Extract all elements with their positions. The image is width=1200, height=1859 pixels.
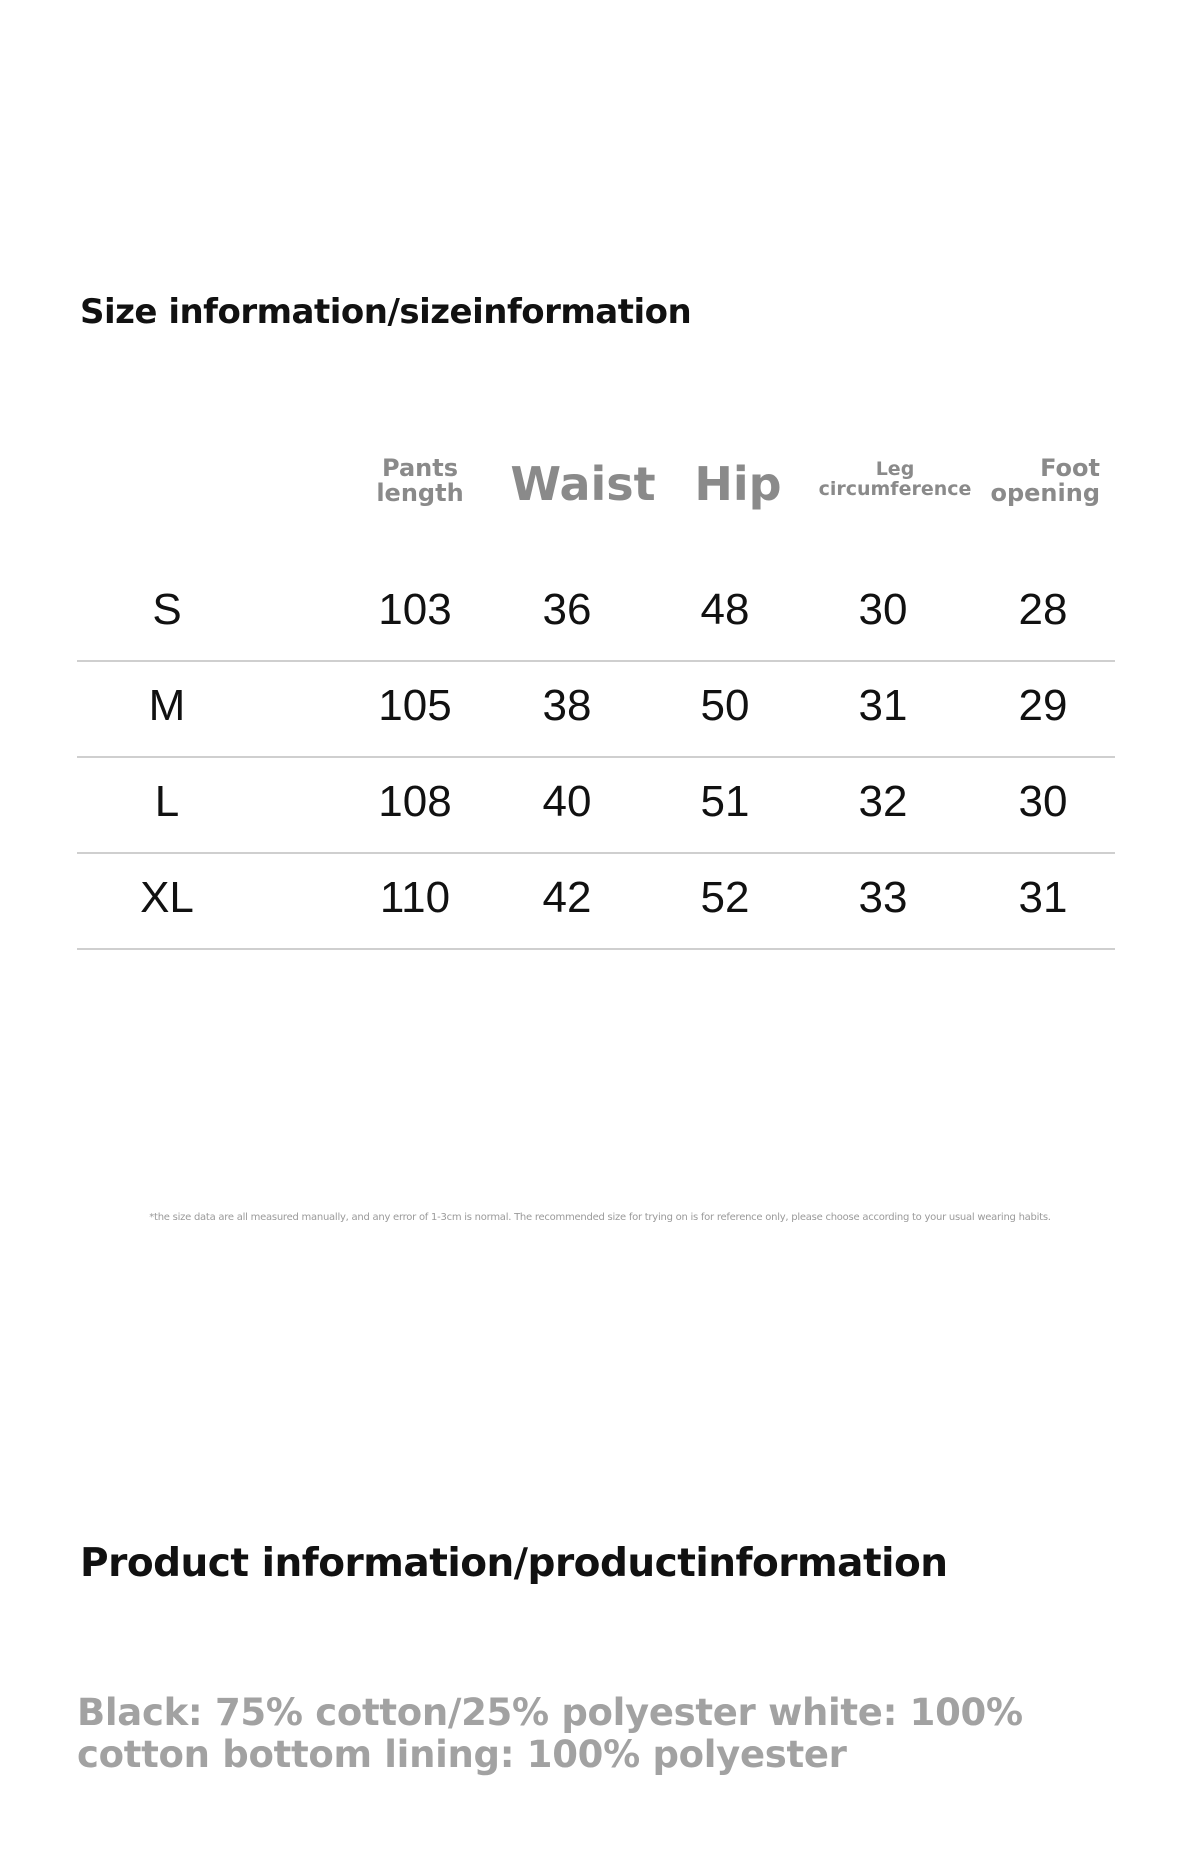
foot-opening-value: 31: [1018, 873, 1068, 922]
size-label: L: [154, 777, 180, 826]
pants-length-value: 103: [378, 585, 452, 634]
pants-length-value: 108: [378, 777, 452, 826]
leg-circumference-value: 30: [858, 585, 908, 634]
hip-value: 51: [700, 777, 750, 826]
pants-length-value: 105: [378, 681, 452, 730]
waist-value: 42: [542, 873, 592, 922]
table-row: [77, 854, 1115, 950]
size-table: [77, 566, 1115, 950]
foot-opening-value: 29: [1018, 681, 1068, 730]
hip-value: 50: [700, 681, 750, 730]
header-foot-opening: Foot opening: [990, 454, 1100, 508]
leg-circumference-value: 33: [858, 873, 908, 922]
header-hip: Hip: [694, 457, 782, 511]
hip-value: 52: [700, 873, 750, 922]
waist-value: 38: [542, 681, 592, 730]
pants-length-value: 110: [379, 873, 451, 922]
size-label: S: [152, 585, 182, 634]
table-row: [77, 662, 1115, 758]
header-waist: Waist: [510, 457, 656, 511]
table-row: [77, 566, 1115, 662]
waist-value: 36: [542, 585, 592, 634]
header-leg-circumference: Leg circumference: [818, 458, 972, 500]
size-information-title: Size information/sizeinformation: [80, 292, 692, 332]
leg-circumference-value: 31: [858, 681, 908, 730]
waist-value: 40: [542, 777, 592, 826]
foot-opening-value: 28: [1018, 585, 1068, 634]
foot-opening-value: 30: [1018, 777, 1068, 826]
header-pants-length: Pants length: [376, 454, 464, 508]
table-row: [77, 758, 1115, 854]
product-description: Black: 75% cotton/25% polyester white: 100% cotton bottom lining: 100% polyester: [77, 1691, 1023, 1776]
hip-value: 48: [700, 585, 750, 634]
leg-circumference-value: 32: [858, 777, 908, 826]
product-information-title: Product information/productinformation: [80, 1541, 948, 1586]
size-label: XL: [140, 873, 194, 922]
size-label: M: [148, 681, 186, 730]
size-disclaimer: *the size data are all measured manually, and any error of 1-3cm is normal. The recommended size for trying on is for reference only, please choose according to your usual wearing habits.: [149, 1212, 1051, 1223]
